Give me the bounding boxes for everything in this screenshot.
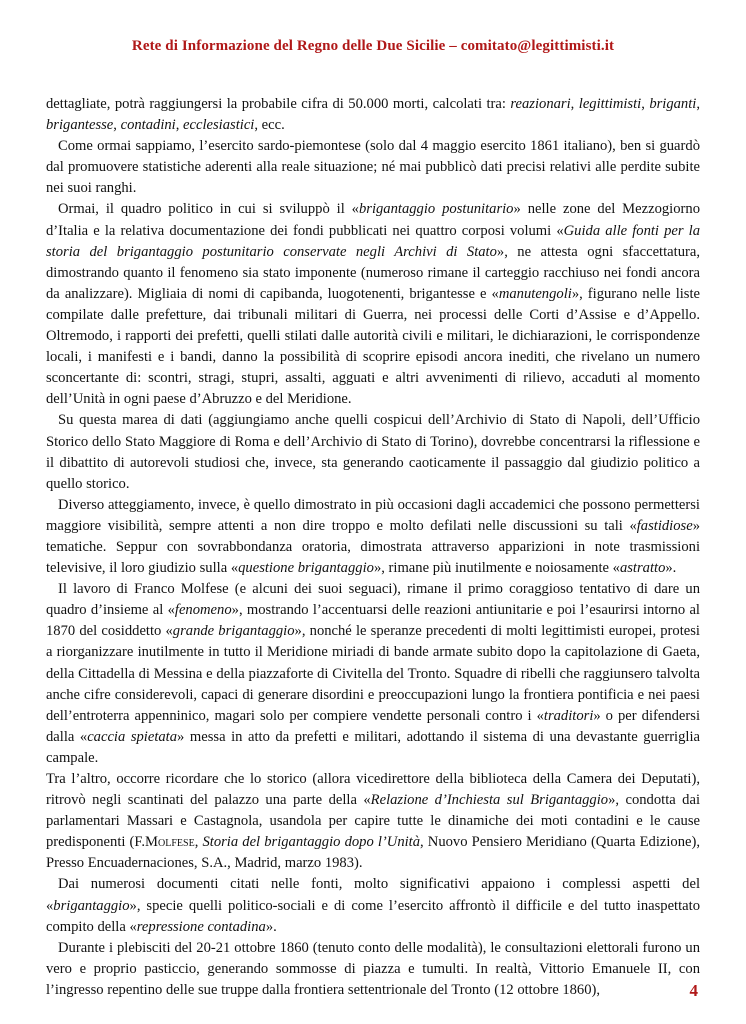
italic-text: manutengoli bbox=[498, 285, 572, 302]
italic-text: caccia spietata bbox=[87, 728, 178, 745]
page-number: 4 bbox=[689, 981, 698, 1000]
italic-text: Guida alle fonti per la storia del brigantaggio postunitario conservate negli Archivi di Stato bbox=[46, 222, 700, 260]
italic-text: traditori bbox=[543, 707, 594, 724]
text-run: » o per difendersi dalla « bbox=[46, 707, 700, 745]
text-run: , bbox=[194, 834, 203, 851]
text-run: , bbox=[113, 117, 121, 134]
italic-text: briganti bbox=[649, 96, 697, 112]
paragraph bbox=[46, 938, 700, 1001]
text-run: dettagliate, potrà raggiungersi la probabile cifra di 50.000 morti, calcolati tra: bbox=[46, 96, 511, 112]
paragraph bbox=[46, 579, 700, 769]
italic-text: contadini bbox=[120, 117, 176, 134]
text-run: Durante i plebisciti del 20-21 ottobre 1860 (tenuto conto delle modalità), le consultazioni elettorali furono un vero e proprio pasticcio, generando sommosse di piazza e tumulti. In realtà, Vittorio Emanuele II, con l’ingresso repentino delle sue truppe dalla frontiera settentrionale del Tronto (12 ottobre 1860), bbox=[46, 939, 700, 998]
text-run: », nonché le speranze precedenti di molti legittimisti europei, protesi a riorganizzare inutilmente in tutto il Meridione miriadi di bande armate subito dopo la capitolazione di Gaeta, della Cittadella di Messina e della piazzaforte di Civitella del Tronto. Squadre di ribelli che raggiunsero talvolta anche cifre considerevoli, capaci di generare disordini e preoccupazioni lungo la frontiera pontificia e nei paesi dell’entroterra appenninico, magari solo per compiere vendette personali contro i « bbox=[46, 623, 700, 724]
paragraph bbox=[46, 874, 700, 937]
text-run: » nelle zone del Mezzogiorno d’Italia e la relativa documentazione dei fondi pubblicati nei quattro corposi volumi « bbox=[46, 201, 700, 239]
text-run: ». bbox=[665, 560, 677, 577]
text-run: Ormai, il quadro politico in cui si sviluppò il « bbox=[58, 201, 359, 218]
italic-text: legittimisti bbox=[578, 96, 642, 112]
text-run: » tematiche. Seppur con sovrabbondanza oratoria, dimostrata attraverso apparizioni in note trasmissioni televisive, il loro giudizio sulla « bbox=[46, 517, 700, 577]
italic-text: fenomeno bbox=[174, 602, 232, 619]
text-run: », mostrando l’accentuarsi delle reazioni antiunitarie e poi l’esaurirsi intorno al 1870 del cosiddetto « bbox=[46, 602, 700, 640]
italic-text: brigantaggio postunitario bbox=[358, 201, 514, 218]
italic-text: grande brigantaggio bbox=[172, 623, 295, 640]
italic-text: Relazione d’Inchiesta sul Brigantaggio bbox=[370, 792, 609, 809]
paragraph bbox=[46, 495, 700, 579]
text-run: , ecc. bbox=[254, 117, 285, 134]
text-run: , bbox=[175, 117, 184, 134]
italic-text: astratto bbox=[619, 560, 666, 577]
text-run: Dai numerosi documenti citati nelle fonti, molto significativi appaiono i complessi aspetti del « bbox=[46, 876, 700, 914]
text-run: ». bbox=[265, 918, 277, 935]
text-run: Il lavoro di Franco Molfese (e alcuni dei suoi seguaci), rimane il primo coraggioso tentativo di dare un quadro d’insieme al « bbox=[46, 581, 700, 619]
text-run: », rimane più inutilmente e noiosamente « bbox=[373, 560, 620, 577]
italic-text: reazionari bbox=[510, 96, 571, 112]
document-body bbox=[46, 94, 700, 1001]
italic-text: fastidiose bbox=[636, 517, 693, 534]
italic-text: ecclesiastici bbox=[183, 117, 255, 134]
text-run: », figurano nelle liste compilate dalle prefetture, dai tribunali militari di Guerra, nei processi delle Corti d’Assise e d’Appello. Oltremodo, i rapporti dei prefetti, quelli stilati dalle autorità civili e militari, le dichiarazioni, le corrispondenze locali, i manifesti e i bandi, danno la possibilità di scoprire episodi ancora inediti, che rivelano un numero sconcertante di: scontri, stragi, stupri, assalti, agguati e altri avvenimenti di rilievo, accaduti al momento dell’Unità in ogni paese d’Abruzzo e del Meridione. bbox=[46, 285, 701, 408]
italic-text: questione brigantaggio bbox=[238, 560, 374, 577]
text-run: Su questa marea di dati (aggiungiamo anche quelli cospicui dell’Archivio di Stato di Napoli, dell’Ufficio Storico dello Stato Maggiore di Roma e dell’Archivio di Stato di Torino), dovrebbe concentrarsi la riflessione e il dibattito di autorevoli studiosi che, invece, sta generando caoticamente il passaggio dal giudizio politico a quello storico. bbox=[46, 412, 700, 492]
text-run: , bbox=[641, 96, 650, 112]
text-run: », condotta dai parlamentari Massari e Castagnola, usandola per capire tutte le dinamiche dei moti contadini e le cause predisponenti (F. bbox=[46, 792, 700, 851]
text-run: », specie quelli politico-sociali e di come l’esercito affrontò il difficile e del tutto inaspettato compito della « bbox=[46, 897, 700, 935]
text-run: Diverso atteggiamento, invece, è quello dimostrato in più occasioni dagli accademici che possono permettersi maggiore visibilità, sempre attenti a non dire troppo e molto defilati nelle discussioni su tali « bbox=[46, 496, 700, 534]
italic-text: brigantesse bbox=[46, 117, 114, 134]
paragraph bbox=[46, 410, 700, 494]
italic-text: repressione contadina bbox=[136, 918, 266, 935]
text-run: , bbox=[696, 96, 700, 112]
paragraph bbox=[46, 94, 700, 136]
paragraph bbox=[46, 136, 700, 199]
small-caps-text: Molfese bbox=[145, 834, 195, 851]
text-run: , bbox=[570, 96, 579, 112]
text-run: », ne attesta ogni sfaccettatura, dimostrando quanto il fenomeno sia stato imponente (numeroso rimane il carteggio racchiuso nei fondi ancora da analizzare). Migliaia di nomi di capibanda, luogotenenti, brigantesse e « bbox=[46, 243, 700, 302]
text-run: Tra l’altro, occorre ricordare che lo storico (allora vicedirettore della biblioteca della Camera dei Deputati), ritrovò negli scantinati del palazzo una parte della « bbox=[46, 771, 700, 809]
italic-text: brigantaggio bbox=[53, 897, 130, 914]
paragraph bbox=[46, 199, 700, 410]
italic-text: Storia del brigantaggio dopo l’Unità bbox=[202, 834, 421, 851]
text-run: , Nuovo Pensiero Meridiano (Quarta Edizione), Presso Encuadernaciones, S.A., Madrid, marzo 1983). bbox=[46, 834, 701, 872]
text-run: » messa in atto da prefetti e militari, adottando il sistema di una devastante guerriglia campale. bbox=[46, 728, 700, 766]
text-run: Come ormai sappiamo, l’esercito sardo-piemontese (solo dal 4 maggio esercito 1861 italiano), ben si guardò dal promuovere statistiche aderenti alla reale situazione; né mai pubblicò dati precisi relativi alle perdite subite nei suoi ranghi. bbox=[46, 138, 700, 197]
page-header: Rete di Informazione del Regno delle Due Sicilie – comitato@legittimisti.it bbox=[131, 38, 615, 54]
paragraph bbox=[46, 769, 700, 874]
